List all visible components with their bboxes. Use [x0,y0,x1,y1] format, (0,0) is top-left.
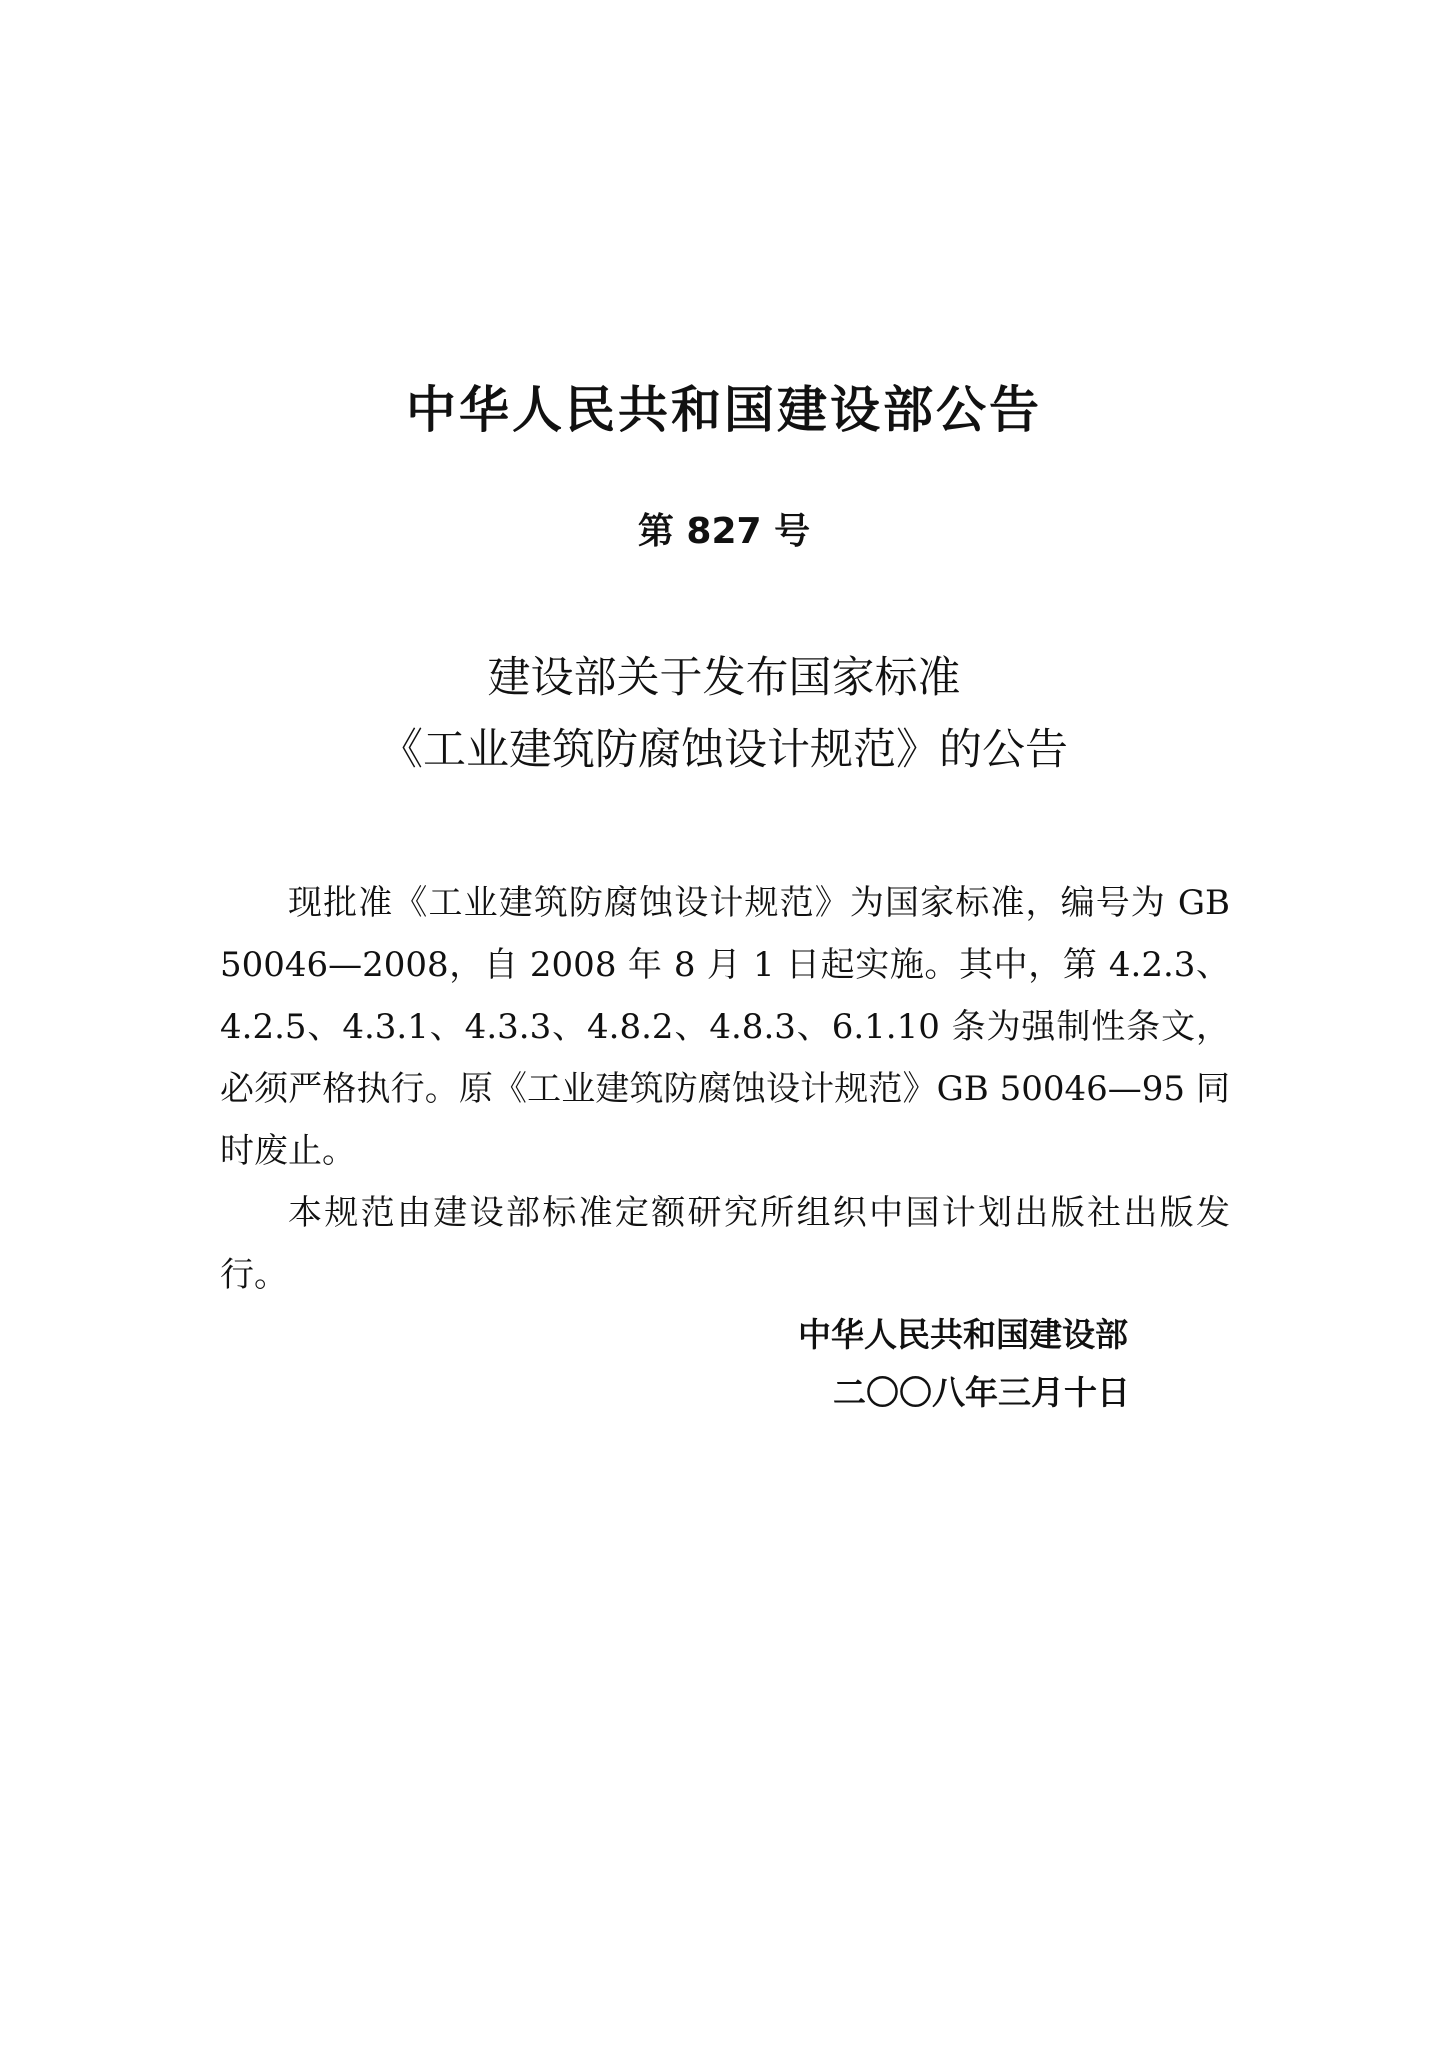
body-paragraph-1: 现批准《工业建筑防腐蚀设计规范》为国家标准，编号为 GB 50046—2008，自 2008 年 8 月 1 日起实施。其中，第 4.2.3、4.2.5、4.3.1、4.3.3、4.8.2、4.8.3、6.1.10 条为强制性条文，必须严格执行。原《工业建筑防腐蚀设计规范》GB 50046—95 同时废止。 [220,883,1230,1171]
issuer-name: 中华人民共和国建设部 [798,1315,1128,1354]
announcement-header: 中华人民共和国建设部公告 [406,381,1042,439]
announcement-title-line1: 建设部关于发布国家标准 [487,653,961,703]
signature-block [798,1306,1198,1422]
announcement-body [220,872,1230,1306]
body-paragraph-2: 本规范由建设部标准定额研究所组织中国计划出版社出版发行。 [220,1193,1230,1295]
issue-date: 二〇〇八年三月十日 [833,1373,1130,1412]
announcement-number: 第 827 号 [637,511,811,552]
announcement-title-line2: 《工业建筑防腐蚀设计规范》的公告 [380,725,1068,775]
